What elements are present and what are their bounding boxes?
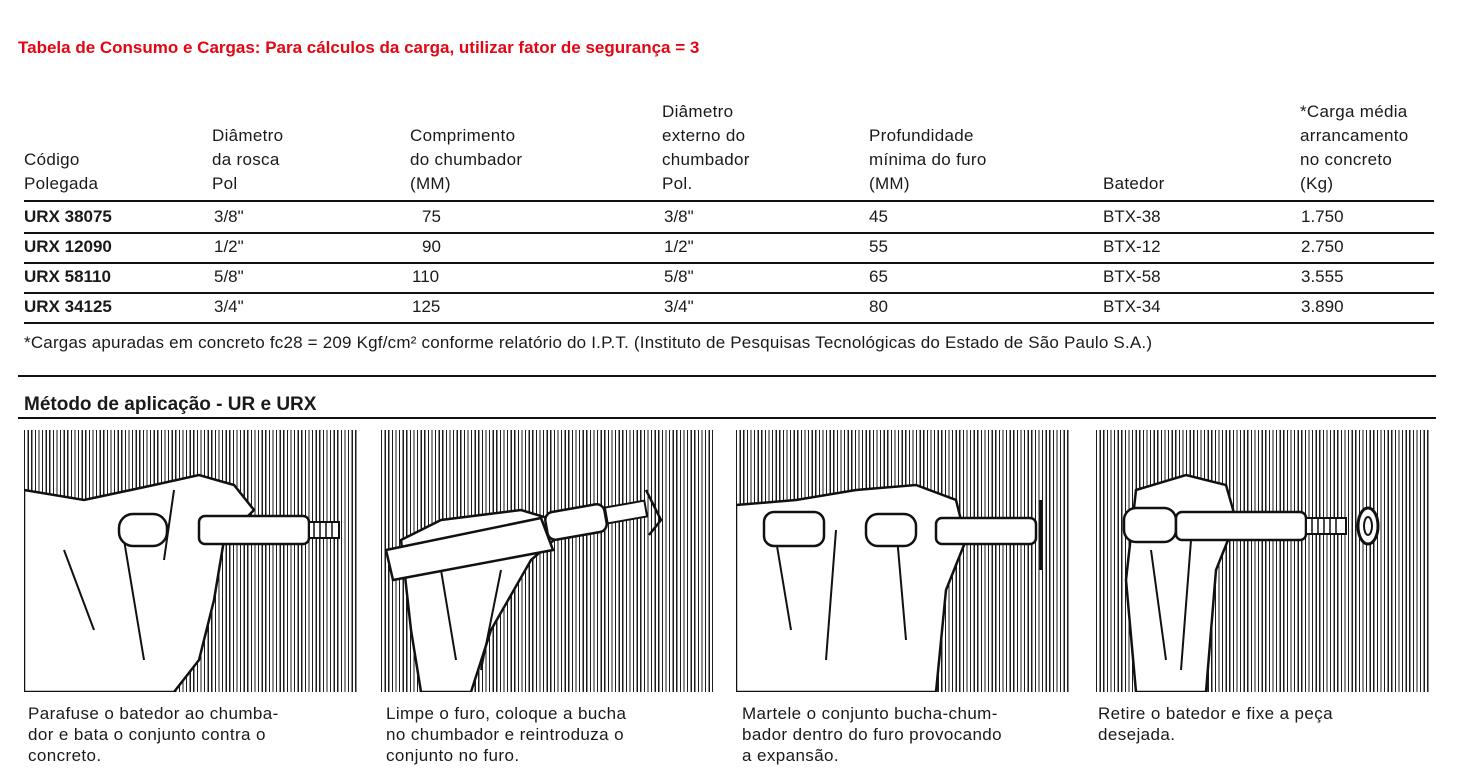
- table-header: [24, 98, 1434, 202]
- cell-batedor: BTX-34: [1103, 297, 1161, 316]
- cell-codigo: URX 12090: [24, 237, 112, 256]
- cell-diametro-externo: 3/4": [664, 297, 694, 316]
- table-row: [24, 263, 1434, 292]
- load-footnote: *Cargas apuradas em concreto fc28 = 209 Kgf/cm² conforme relatório do I.P.T. (Instituto de Pesquisas Tecnológicas do Estado de São Paulo S.A.): [24, 333, 1153, 352]
- cell-carga: 3.555: [1301, 267, 1344, 286]
- page-title: Tabela de Consumo e Cargas: Para cálculos da carga, utilizar fator de segurança = 3: [18, 38, 700, 57]
- header-codigo: Código Polegada: [24, 150, 99, 193]
- cell-profundidade: 45: [869, 207, 888, 226]
- cell-diametro-rosca: 5/8": [214, 267, 244, 286]
- cell-carga: 1.750: [1301, 207, 1344, 226]
- hammer-anchor-illustration: [24, 430, 358, 692]
- cell-comprimento: 110: [412, 267, 440, 286]
- section-divider: [18, 375, 1436, 377]
- cell-diametro-externo: 1/2": [664, 237, 694, 256]
- cell-profundidade: 55: [869, 237, 888, 256]
- step-caption: Retire o batedor e fixe a peça desejada.: [1098, 704, 1334, 744]
- header-profundidade: Profundidade mínima do furo (MM): [869, 126, 987, 193]
- cell-profundidade: 65: [869, 267, 888, 286]
- cell-diametro-externo: 5/8": [664, 267, 694, 286]
- cell-carga: 3.890: [1301, 297, 1344, 316]
- table-row: [24, 293, 1434, 322]
- cell-diametro-rosca: 3/4": [214, 297, 244, 316]
- cell-batedor: BTX-38: [1103, 207, 1161, 226]
- cell-codigo: URX 38075: [24, 207, 112, 226]
- table-bottom-rule: [24, 322, 1434, 324]
- cell-carga: 2.750: [1301, 237, 1344, 256]
- header-diametro-rosca: Diâmetro da rosca Pol: [212, 126, 284, 193]
- cell-codigo: URX 34125: [24, 297, 112, 316]
- header-carga-media: *Carga média arrancamento no concreto (Kg): [1300, 102, 1409, 193]
- cell-batedor: BTX-12: [1103, 237, 1161, 256]
- cell-comprimento: 125: [412, 297, 441, 316]
- cell-profundidade: 80: [869, 297, 888, 316]
- cell-comprimento: 75: [422, 207, 441, 226]
- header-batedor: Batedor: [1103, 174, 1165, 193]
- remove-driver-illustration: [1096, 430, 1430, 692]
- cell-batedor: BTX-58: [1103, 267, 1161, 286]
- cell-diametro-externo: 3/8": [664, 207, 694, 226]
- header-rule: [24, 200, 1434, 202]
- step-caption: Limpe o furo, coloque a bucha no chumbador e reintroduza o conjunto no furo.: [386, 704, 627, 765]
- section-divider: [18, 417, 1436, 419]
- table-row: [24, 233, 1434, 262]
- hammer-expansion-illustration: [736, 430, 1070, 692]
- header-diametro-externo: Diâmetro externo do chumbador Pol.: [662, 102, 750, 193]
- cell-diametro-rosca: 1/2": [214, 237, 244, 256]
- table-row: [24, 203, 1434, 232]
- step-caption: Martele o conjunto bucha-chum- bador dentro do furo provocando a expansão.: [742, 704, 1003, 765]
- cell-diametro-rosca: 3/8": [214, 207, 244, 226]
- header-comprimento: Comprimento do chumbador (MM): [410, 126, 523, 193]
- cell-codigo: URX 58110: [24, 267, 111, 286]
- method-title: Método de aplicação - UR e URX: [24, 394, 317, 415]
- step-caption: Parafuse o batedor ao chumba- dor e bata o conjunto contra o concreto.: [28, 704, 279, 765]
- cell-comprimento: 90: [422, 237, 441, 256]
- insert-anchor-illustration: [381, 430, 713, 692]
